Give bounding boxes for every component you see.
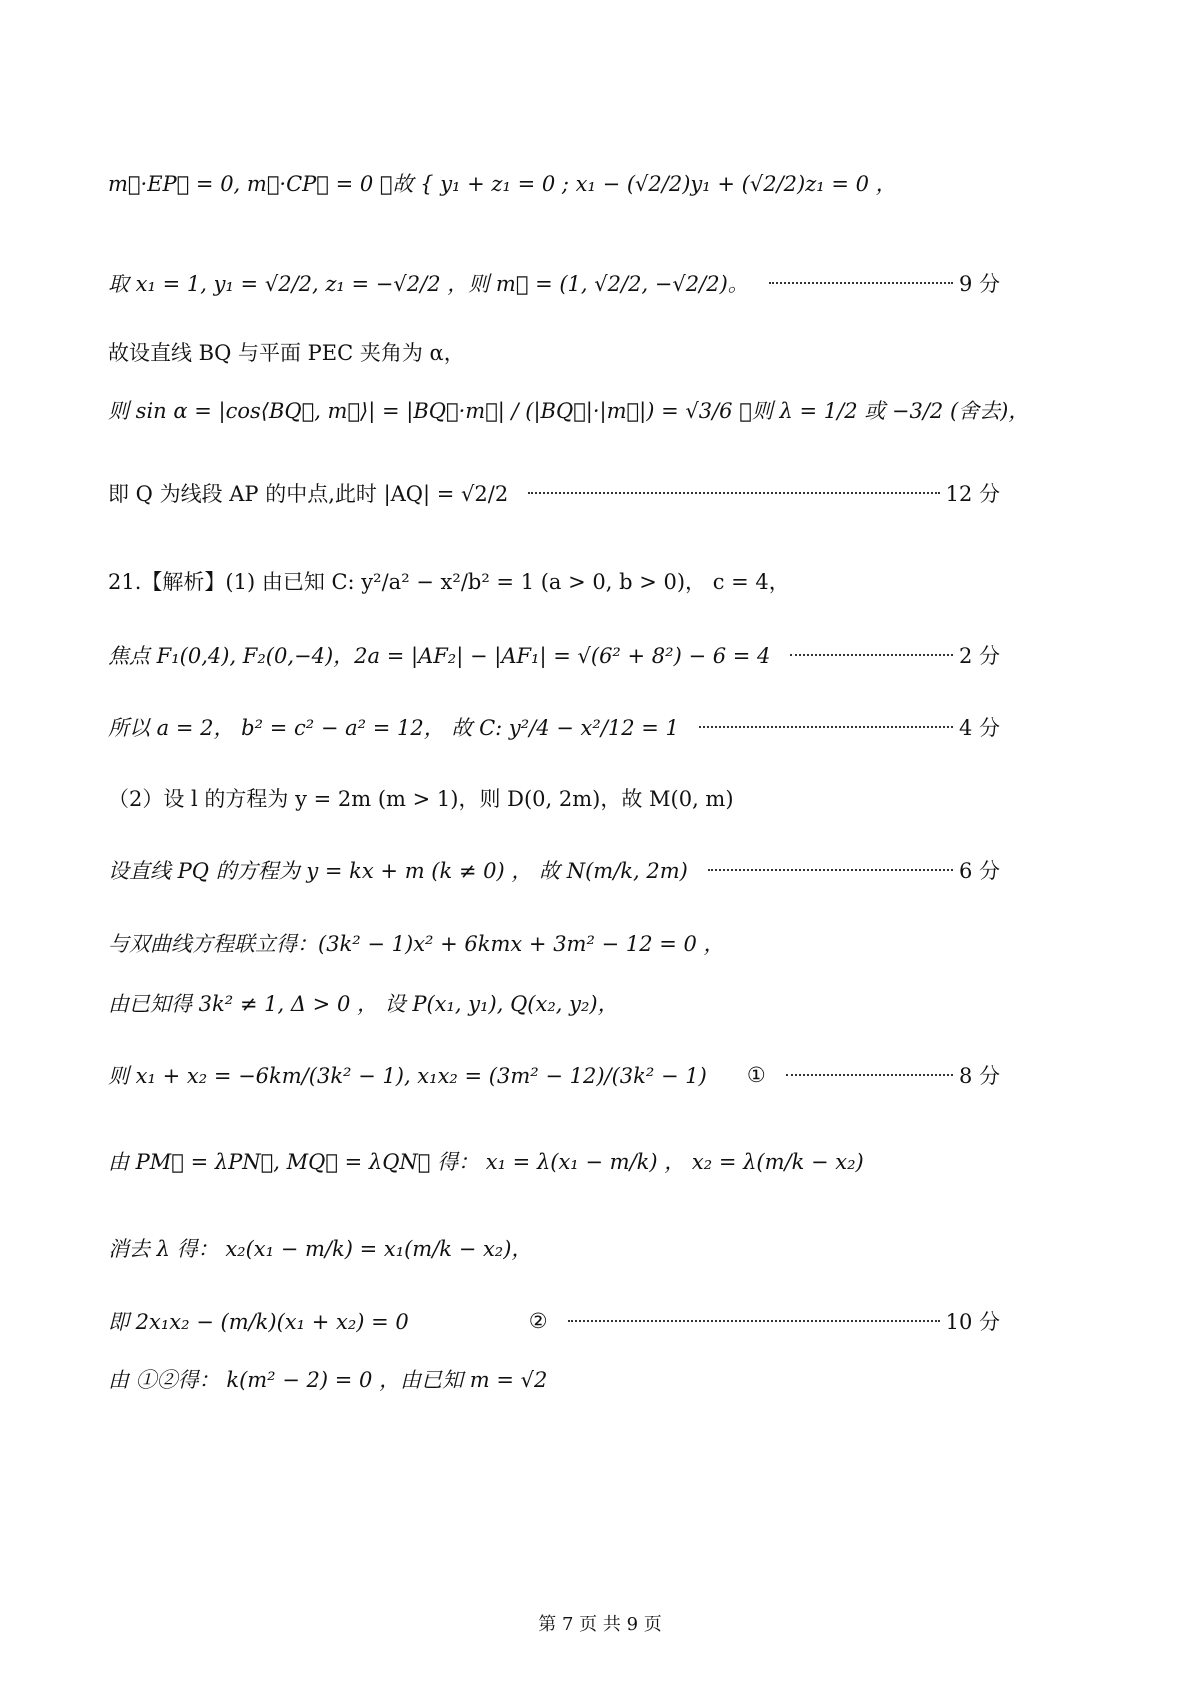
equation-text: 即 2x₁x₂ − (m/k)(x₁ + x₂) = 0: [108, 1310, 409, 1334]
equation-text: 取 x₁ = 1, y₁ = √2/2, z₁ = −√2/2 ，则 m⃗ = (1, √2/2, −√2/2)。: [108, 272, 749, 296]
equation-text: 消去 λ 得： x₂(x₁ − m/k) = x₁(m/k − x₂)，: [108, 1237, 533, 1261]
line-vector-relations: [108, 1146, 1000, 1176]
equation-text: 则 sin α = |cos⟨BQ⃗, m⃗⟩| = |BQ⃗·m⃗| / (|BQ⃗|·|m⃗|) = √3/6 ，则 λ = 1/2 或 −3/2 (舍去)，: [108, 399, 1030, 423]
line-normal-vector-value: [108, 268, 1000, 298]
paragraph-text: （2）设 l 的方程为 y = 2m (m > 1)，则 D(0, 2m)，故 M(0, m): [108, 787, 734, 811]
equation-text: 由已知得 3k² ≠ 1, Δ > 0 ， 设 P(x₁, y₁), Q(x₂, y₂)，: [108, 992, 619, 1016]
equation-text: 焦点 F₁(0,4), F₂(0,−4)，2a = |AF₂| − |AF₁| = √(6² + 8²) − 6 = 4: [108, 644, 771, 668]
line-vieta: [108, 1060, 1000, 1090]
dotted-leader: [708, 869, 953, 871]
equation-text: 由 PM⃗ = λPN⃗, MQ⃗ = λQN⃗ 得： x₁ = λ(x₁ − m/k) ， x₂ = λ(m/k − x₂): [108, 1150, 864, 1174]
dotted-leader: [568, 1320, 940, 1322]
dotted-leader: [769, 282, 953, 284]
dotted-leader: [786, 1074, 953, 1076]
equation-text: 由 ①②得： k(m² − 2) = 0 ，由已知 m = √2: [108, 1368, 548, 1392]
line-conditions: [108, 988, 1000, 1018]
paragraph-text: 即 Q 为线段 AP 的中点,此时 |AQ| = √2/2: [108, 482, 509, 506]
line-q21-intro: [108, 566, 1000, 596]
dotted-leader: [699, 726, 953, 728]
equation-text: 则 x₁ + x₂ = −6km/(3k² − 1), x₁x₂ = (3m² − 12)/(3k² − 1): [108, 1064, 707, 1088]
score-label: 10 分: [945, 1310, 1000, 1334]
equation-text: 设直线 PQ 的方程为 y = kx + m (k ≠ 0) ， 故 N(m/k, 2m): [108, 859, 688, 883]
equation-marker-1: ①: [746, 1063, 766, 1087]
equation-text: 与双曲线方程联立得：(3k² − 1)x² + 6kmx + 3m² − 12 = 0 ，: [108, 932, 725, 956]
line-normal-vector-conditions: [108, 168, 1000, 198]
line-eliminate-lambda: [108, 1233, 1000, 1263]
line-angle-setup: [108, 337, 1000, 367]
page-footer: 第 7 页 共 9 页: [538, 1614, 662, 1635]
equation-marker-2: ②: [528, 1309, 548, 1333]
dotted-leader: [790, 654, 953, 656]
equation-text: m⃗·EP⃗ = 0, m⃗·CP⃗ = 0 ，故 { y₁ + z₁ = 0 ; x₁ − (√2/2)y₁ + (√2/2)z₁ = 0 ，: [108, 172, 897, 196]
line-hyperbola-equation: [108, 712, 1000, 742]
line-quadratic: [108, 928, 1000, 958]
line-sine-computation: [108, 395, 1030, 425]
line-midpoint-result: [108, 478, 1000, 508]
paragraph-text: 故设直线 BQ 与平面 PEC 夹角为 α，: [108, 341, 465, 365]
score-label: 12 分: [945, 482, 1000, 506]
line-part2-setup: [108, 783, 1000, 813]
score-label: 6 分: [958, 859, 1000, 883]
score-label: 9 分: [958, 272, 1000, 296]
score-label: 4 分: [958, 716, 1000, 740]
line-simplified: [108, 1306, 1000, 1336]
score-label: 2 分: [958, 644, 1000, 668]
line-conclusion: [108, 1364, 1000, 1394]
paragraph-text: 21.【解析】(1) 由已知 C: y²/a² − x²/b² = 1 (a > 0, b > 0)， c = 4，: [108, 570, 790, 594]
line-foci: [108, 640, 1000, 670]
dotted-leader: [528, 492, 939, 494]
score-label: 8 分: [958, 1064, 1000, 1088]
equation-text: 所以 a = 2， b² = c² − a² = 12， 故 C: y²/4 − x²/12 = 1: [108, 716, 679, 740]
line-pq-equation: [108, 855, 1000, 885]
